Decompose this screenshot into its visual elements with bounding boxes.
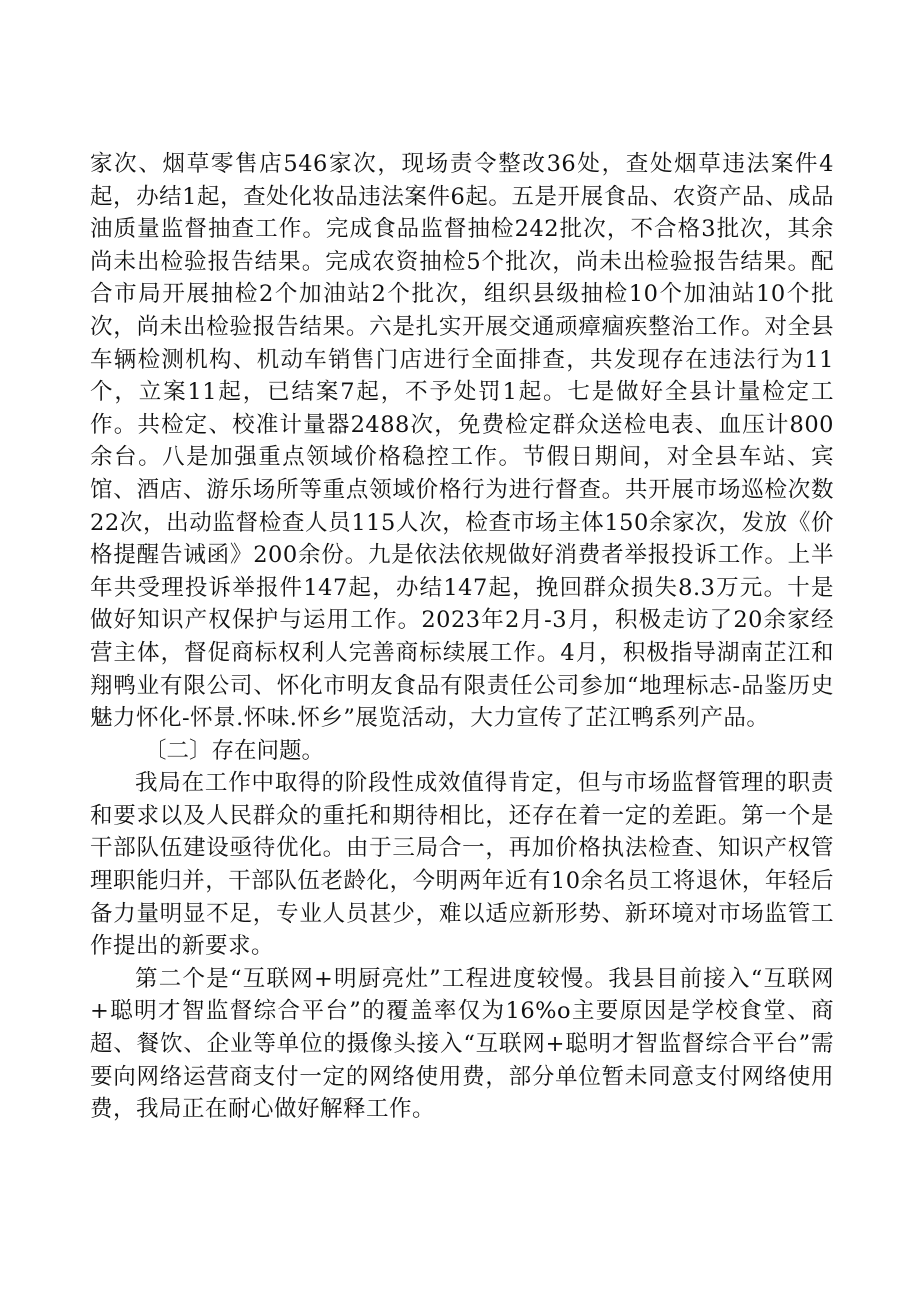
section-heading-existing-problems: 〔二〕存在问题。 bbox=[144, 737, 325, 764]
paragraph-internet-kitchen-problem: 第二个是“互联网+明厨亮灶”工程进度较慢。我县目前接入“互联网+聪明才智监督综合平台”的覆盖率仅为16%o主要原因是学校食堂、商超、餐饮、企业等单位的摄像头接入“互联网+聪明才智监督综合平台”需要向网络运营商支付一定的网络使用费，部分单位暂未同意支付网络使用费，我局正在耐心做好解释工作。 bbox=[90, 965, 834, 1123]
paragraph-market-inspection-results: 家次、烟草零售店546家次，现场责令整改36处，查处烟草违法案件4起，办结1起，查处化妆品违法案件6起。五是开展食品、农资产品、成品油质量监督抽查工作。完成食品监督抽检242批次，不合格3批次，其余尚未出检验报告结果。完成农资抽检5个批次，尚未出检验报告结果。配合市局开展抽检2个加油站2个批次，组织县级抽检10个加油站10个批次，尚未出检验报告结果。六是扎实开展交通顽瘴痼疾整治工作。对全县车辆检测机构、机动车销售门店进行全面排查，共发现存在违法行为11个，立案11起，已结案7起，不予处罚1起。七是做好全县计量检定工作。共检定、校准计量器2488次，免费检定群众送检电表、血压计800余台。八是加强重点领域价格稳控工作。节假日期间，对全县车站、宾馆、酒店、游乐场所等重点领域价格行为进行督查。共开展市场巡检次数22次，出动监督检查人员115人次，检查市场主体150余家次，发放《价格提醒告诫函》200余份。九是依法依规做好消费者举报投诉工作。上半年共受理投诉举报件147起，办结147起，挽回群众损失8.3万元。十是做好知识产权保护与运用工作。2023年2月-3月，积极走访了20余家经营主体，督促商标权利人完善商标续展工作。4月，积极指导湖南芷江和翔鸭业有限公司、怀化市明友食品有限责任公司参加“地理标志-品鉴历史魅力怀化-怀景.怀味.怀乡”展览活动，大力宣传了芷江鸭系列产品。 bbox=[90, 151, 834, 732]
paragraph-staffing-problem: 我局在工作中取得的阶段性成效值得肯定，但与市场监督管理的职责和要求以及人民群众的重托和期待相比，还存在着一定的差距。第一个是干部队伍建设亟待优化。由于三局合一，再加价格执法检查、知识产权管理职能归并，干部队伍老龄化，今明两年近有10余名员工将退休，年轻后备力量明显不足，专业人员甚少，难以适应新形势、新环境对市场监管工作提出的新要求。 bbox=[90, 770, 834, 960]
document-body bbox=[90, 148, 834, 1126]
